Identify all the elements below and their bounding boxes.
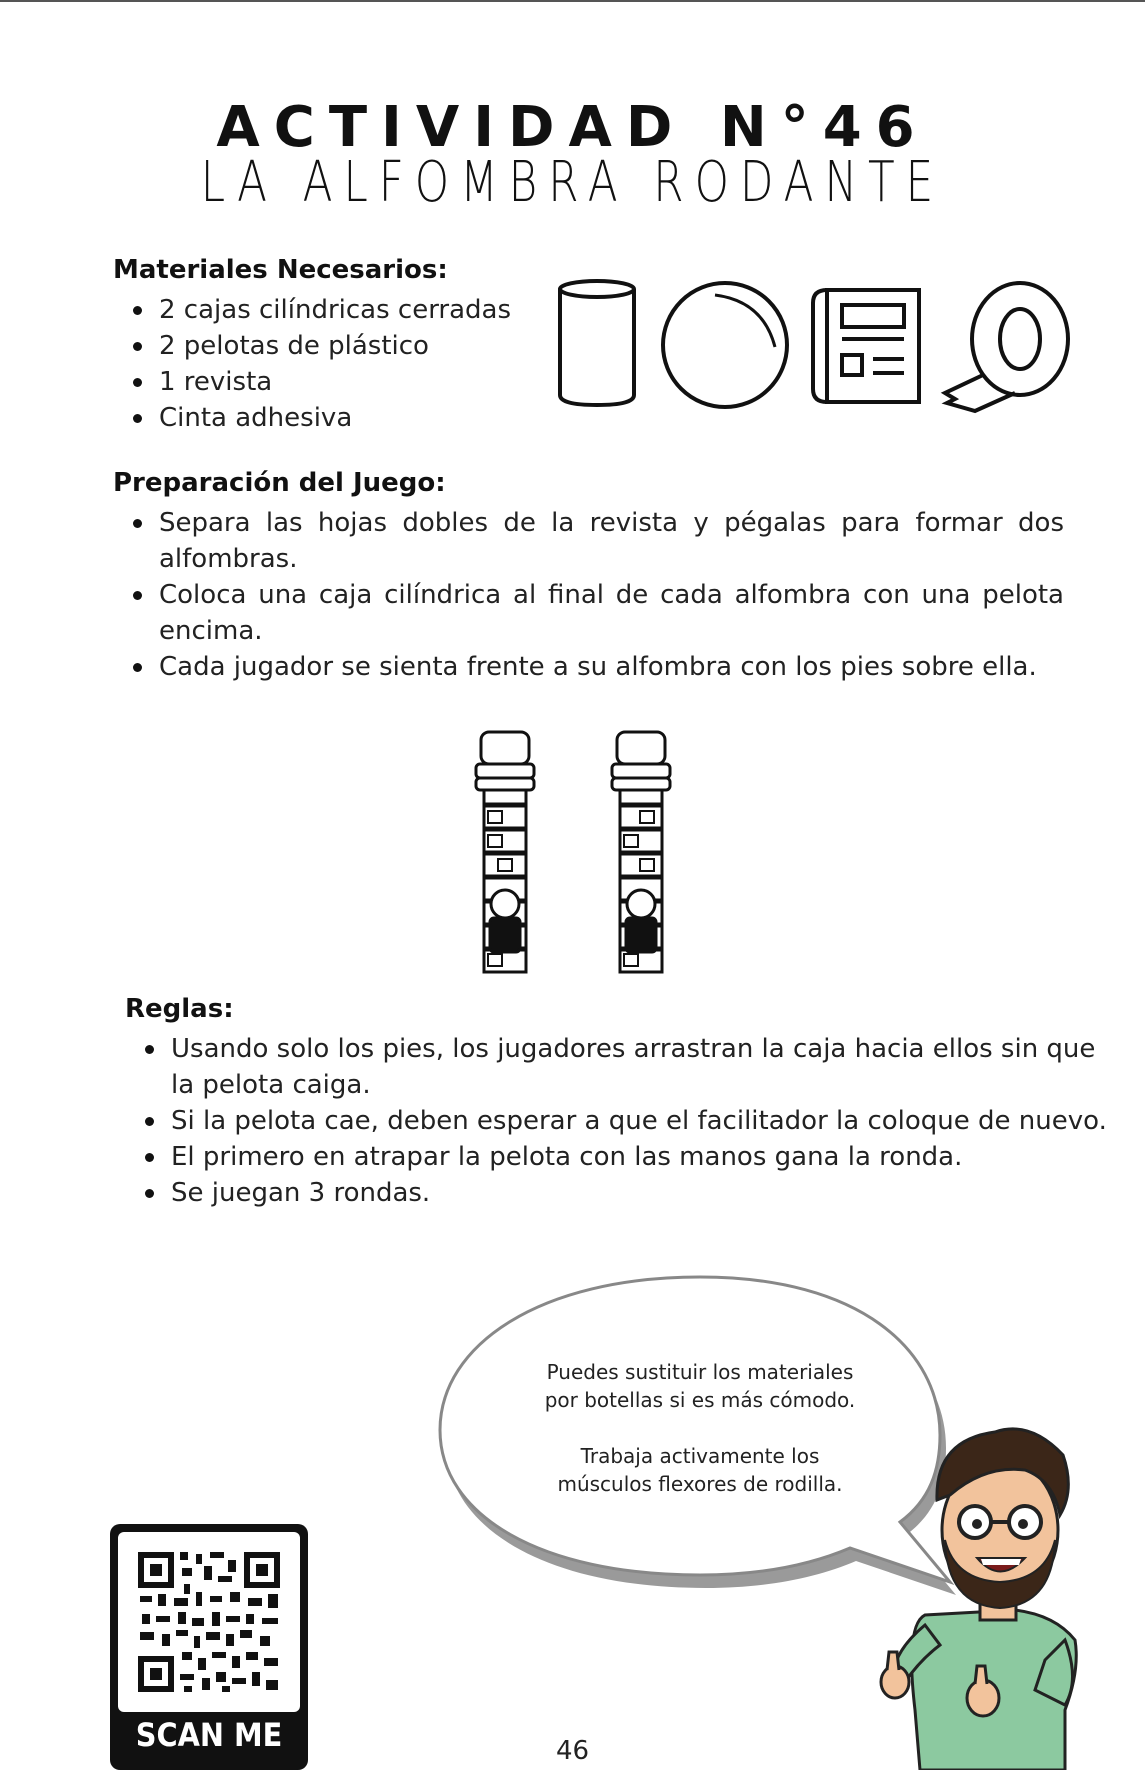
list-item: 1 revista	[159, 364, 559, 400]
qr-code[interactable]	[118, 1532, 300, 1712]
page-number: 46	[555, 1736, 590, 1766]
player-right-setup	[612, 732, 670, 972]
bubble-text-1	[520, 1358, 880, 1414]
materials-icons	[555, 275, 1075, 415]
tape-roll-icon	[945, 283, 1068, 411]
list-item: Cada jugador se sienta frente a su alfombra con los pies sobre ella.	[159, 649, 1064, 685]
bubble-line: por botellas si es más cómodo.	[544, 1388, 856, 1412]
bubble-text-2	[520, 1442, 880, 1498]
player-left-setup	[476, 732, 534, 972]
preparation-list	[115, 505, 1064, 685]
magazine-icon	[813, 290, 919, 402]
bubble-line: Puedes sustituir los materiales	[546, 1360, 854, 1384]
activity-subtitle: LA ALFOMBRA RODANTE	[200, 150, 945, 215]
ball-icon	[663, 283, 787, 407]
scan-me-label: SCAN ME	[135, 1716, 283, 1754]
activity-title: ACTIVIDAD N°46	[216, 95, 929, 160]
top-border-line	[0, 0, 1145, 2]
bubble-line: músculos flexores de rodilla.	[557, 1472, 843, 1496]
list-item: Coloca una caja cilíndrica al final de cada alfombra con una pelota encima.	[159, 577, 1064, 649]
preparation-heading: Preparación del Juego:	[113, 468, 446, 498]
list-item: 2 pelotas de plástico	[159, 328, 559, 364]
rules-heading: Reglas:	[125, 994, 234, 1024]
game-setup-illustration	[470, 728, 680, 984]
list-item: Separa las hojas dobles de la revista y pégalas para formar dos alfombras.	[159, 505, 1064, 577]
character-avatar	[865, 1420, 1095, 1770]
qr-code-icon	[118, 1532, 300, 1712]
materials-list	[115, 292, 559, 436]
bubble-line: Trabaja activamente los	[580, 1444, 820, 1468]
list-item: Usando solo los pies, los jugadores arrastran la caja hacia ellos sin que la pelota caiga.	[171, 1031, 1121, 1103]
list-item: Se juegan 3 rondas.	[171, 1175, 1121, 1211]
list-item: Si la pelota cae, deben esperar a que el facilitador la coloque de nuevo.	[171, 1103, 1121, 1139]
list-item: Cinta adhesiva	[159, 400, 559, 436]
list-item: El primero en atrapar la pelota con las manos gana la ronda.	[171, 1139, 1121, 1175]
cylinder-box-icon	[560, 281, 634, 405]
qr-code-card[interactable]	[110, 1524, 308, 1770]
list-item: 2 cajas cilíndricas cerradas	[159, 292, 559, 328]
materials-heading: Materiales Necesarios:	[113, 255, 448, 285]
rules-list	[127, 1031, 1121, 1211]
